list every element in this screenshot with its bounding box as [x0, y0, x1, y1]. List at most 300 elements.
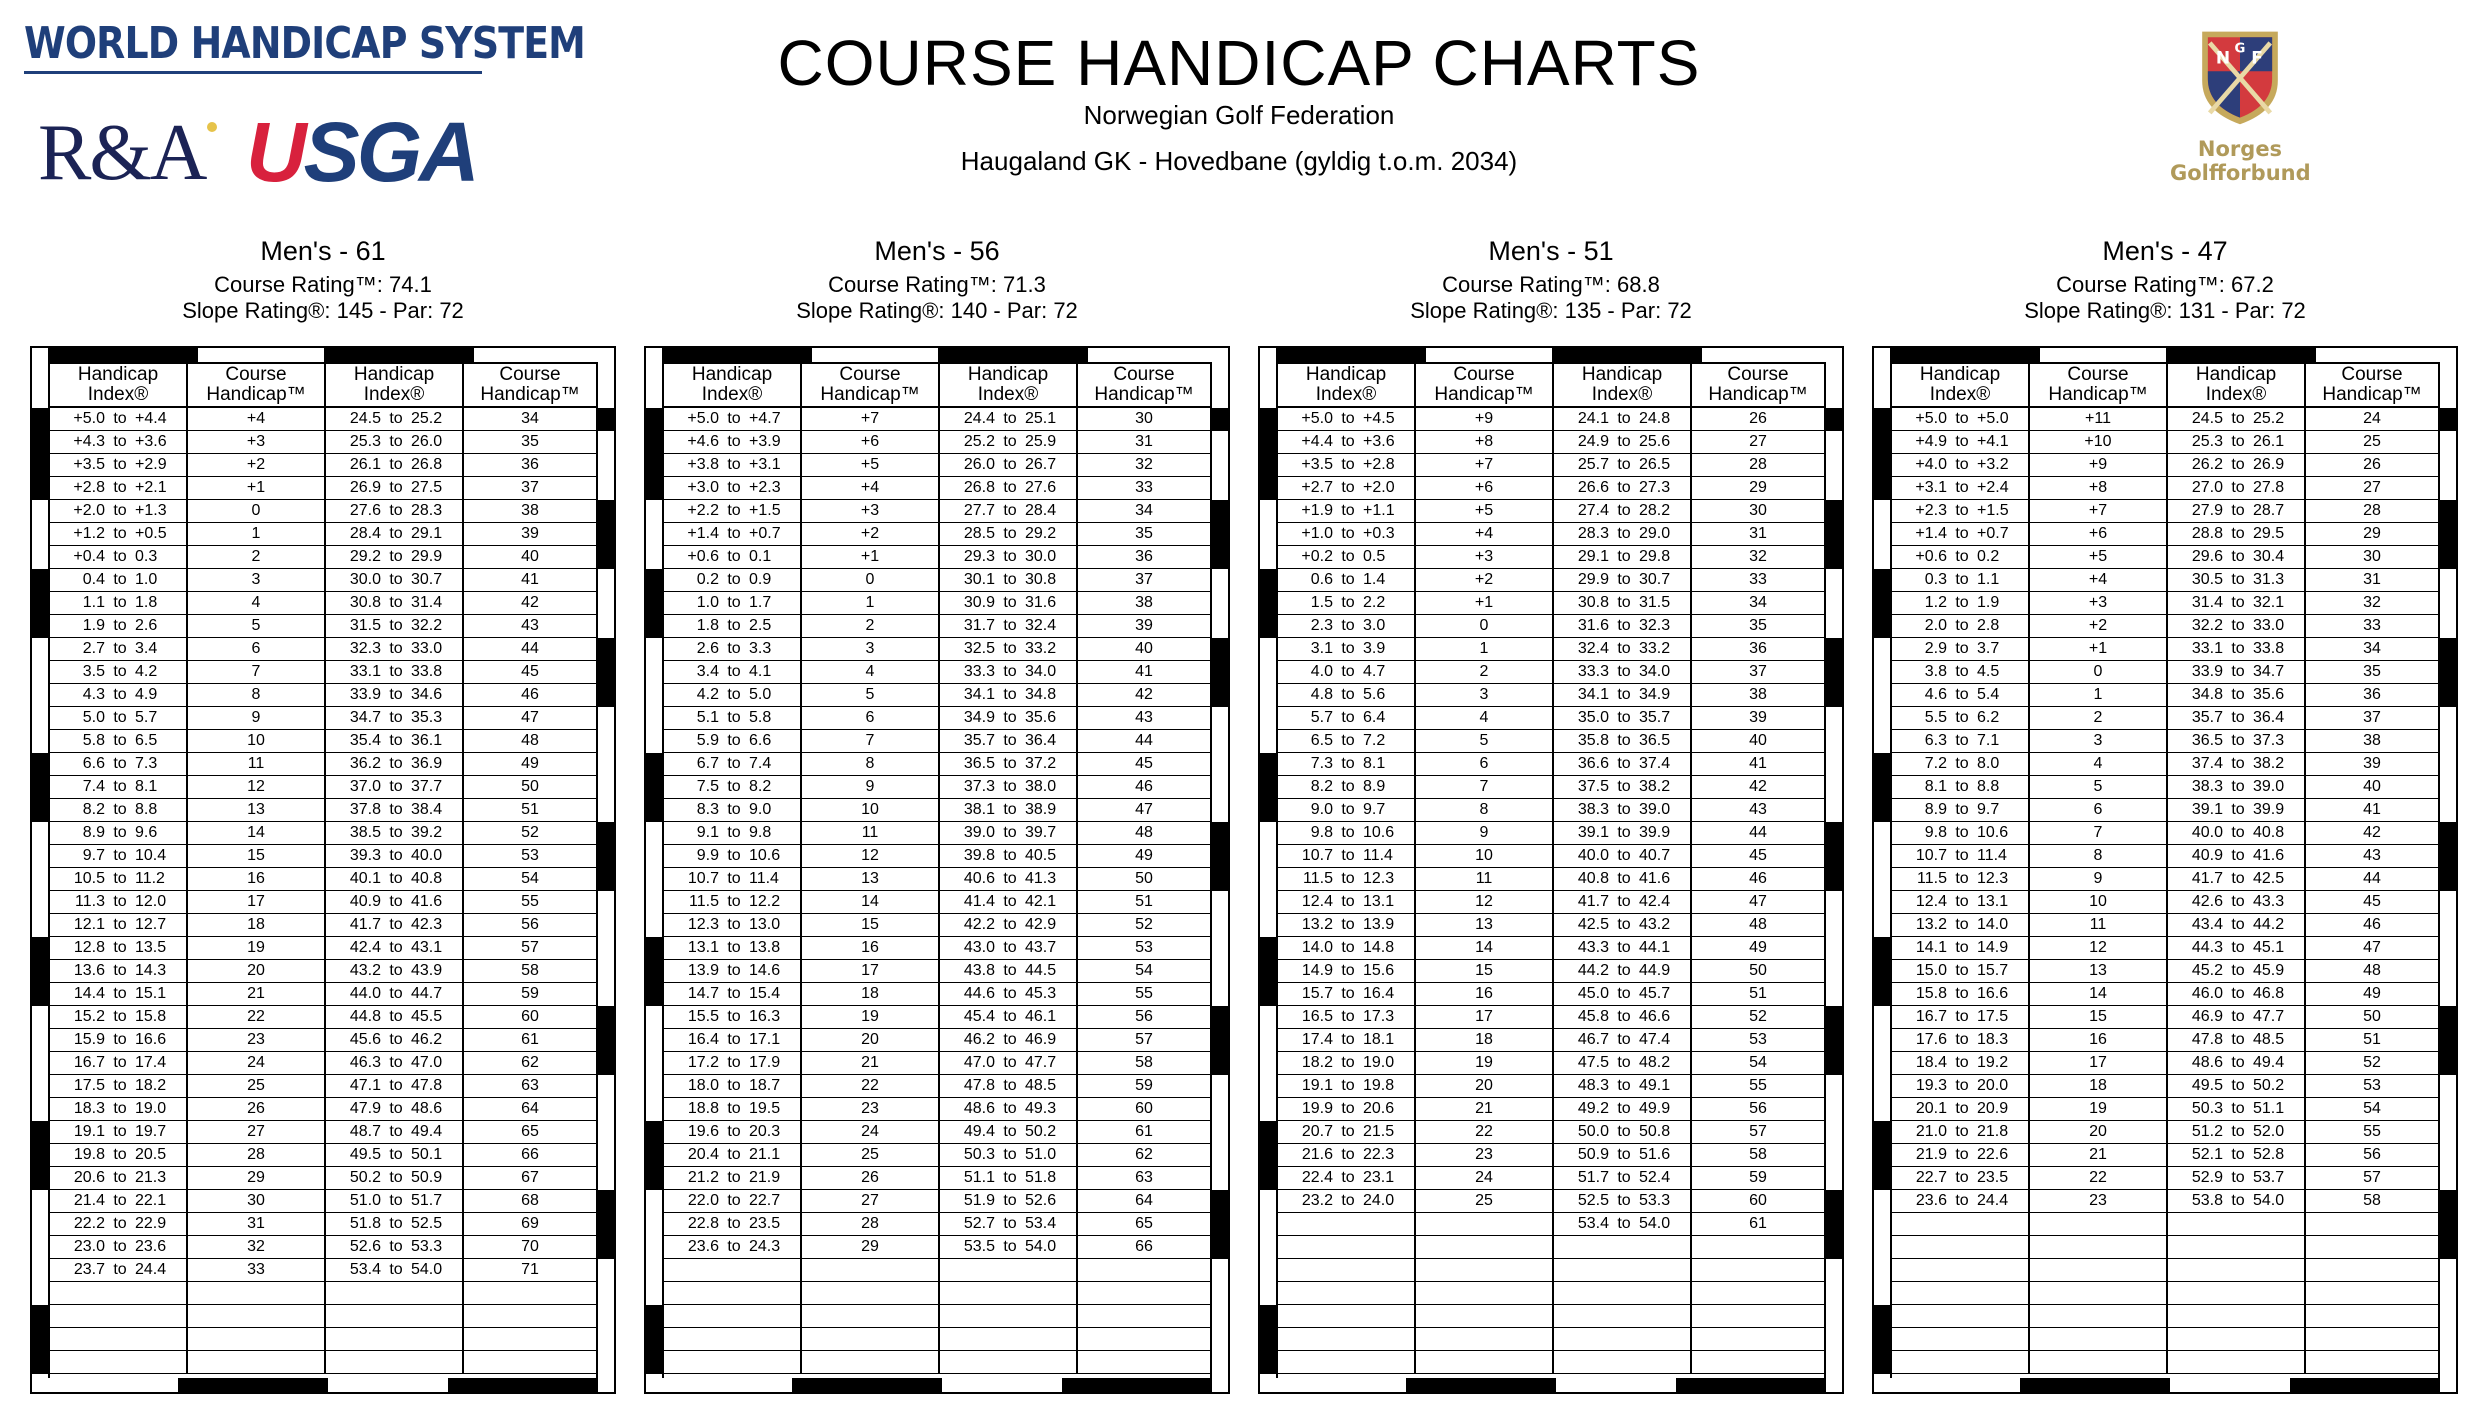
edge-block: [1212, 868, 1228, 891]
header-line: Index®: [363, 384, 425, 405]
range-to-word: to: [1341, 1146, 1355, 1163]
range-to-word: to: [2231, 410, 2245, 427]
table-row: [1892, 684, 2438, 707]
table-row: [1892, 1029, 2438, 1052]
range-from: 26.1: [349, 456, 381, 473]
range-from: 20.6: [73, 1169, 105, 1186]
handicap-index-range: [940, 546, 1078, 568]
course-handicap-value: 35: [1135, 525, 1153, 542]
table-grid: [1276, 362, 1826, 1378]
course-handicap-value: 2: [1416, 661, 1554, 683]
course-handicap-value: [2306, 1305, 2438, 1327]
range-to: 49.3: [1025, 1100, 1057, 1117]
range-to-word: to: [1003, 502, 1017, 519]
course-handicap-value: +8: [2030, 477, 2168, 499]
range-to: 9.0: [749, 801, 772, 818]
range-to-word: to: [113, 962, 127, 979]
table-row: [1278, 1236, 1824, 1259]
course-handicap-value: 62: [521, 1054, 539, 1071]
handicap-index-range: [326, 1052, 464, 1074]
range-to: 50.8: [1639, 1123, 1671, 1140]
course-handicap-value: [188, 1282, 326, 1304]
range-from: 42.4: [349, 939, 381, 956]
edge-block: [1874, 615, 1890, 638]
range-to-word: to: [113, 479, 127, 496]
course-handicap-value: 28: [188, 1144, 326, 1166]
handicap-index-range: [1554, 615, 1692, 637]
course-handicap-value: 51: [1749, 985, 1767, 1002]
range-to-word: to: [2231, 824, 2245, 841]
range-to: 38.9: [1025, 801, 1057, 818]
edge-block: [2440, 1190, 2456, 1213]
range-to: 12.2: [749, 893, 781, 910]
handicap-index-range: [664, 615, 802, 637]
range-to: 13.9: [1363, 916, 1395, 933]
edge-block: [32, 592, 48, 615]
course-handicap-value: 63: [1135, 1169, 1153, 1186]
table-row: [1892, 753, 2438, 776]
course-handicap-value: 31: [188, 1213, 326, 1235]
range-from: 39.1: [1577, 824, 1609, 841]
range-to: 45.5: [411, 1008, 443, 1025]
range-to-word: to: [113, 594, 127, 611]
course-handicap-value: [802, 1305, 940, 1327]
course-handicap-value: 30: [1135, 410, 1153, 427]
handicap-index-range: [1278, 1282, 1416, 1304]
course-handicap-value: 64: [521, 1100, 539, 1117]
range-to-word: to: [1003, 640, 1017, 657]
handicap-index-range: [1892, 1259, 2030, 1281]
course-handicap-value: 22: [188, 1006, 326, 1028]
course-handicap-value: [2030, 1328, 2168, 1350]
range-to-word: to: [389, 962, 403, 979]
table-row: [1892, 1006, 2438, 1029]
course-handicap-value: 33: [1749, 571, 1767, 588]
handicap-index-range: [50, 1259, 188, 1281]
range-to: 2.5: [749, 617, 772, 634]
range-to: 42.4: [1639, 893, 1671, 910]
edge-block: [2440, 546, 2456, 569]
table-row: [50, 431, 596, 454]
course-handicap-value: 13: [1416, 914, 1554, 936]
edge-block: [1874, 1144, 1890, 1167]
range-to: 47.0: [411, 1054, 443, 1071]
course-handicap-value: 64: [1135, 1192, 1153, 1209]
range-to: 40.8: [2253, 824, 2285, 841]
course-handicap-value: 5: [1416, 730, 1554, 752]
table-row: [1892, 408, 2438, 431]
range-to: 18.3: [1977, 1031, 2009, 1048]
range-to-word: to: [1341, 1054, 1355, 1071]
table-row: [664, 1144, 1210, 1167]
range-to-word: to: [1003, 525, 1017, 542]
handicap-index-range: [1554, 1305, 1692, 1327]
course-handicap-value: 2: [188, 546, 326, 568]
range-to-word: to: [2231, 640, 2245, 657]
range-to: 3.7: [1977, 640, 2000, 657]
range-to-word: to: [1617, 525, 1631, 542]
handicap-index-range: [50, 1052, 188, 1074]
table-row: [50, 1328, 596, 1351]
handicap-index-range: [1554, 454, 1692, 476]
range-to-word: to: [1341, 824, 1355, 841]
table-top-bar: [324, 348, 474, 362]
range-to-word: to: [389, 456, 403, 473]
range-to: 27.3: [1639, 479, 1671, 496]
course-handicap-value: 50: [1135, 870, 1153, 887]
range-from: 23.0: [73, 1238, 105, 1255]
course-handicap-value: 70: [521, 1238, 539, 1255]
range-to: 38.0: [1025, 778, 1057, 795]
table-row: [1278, 1351, 1824, 1374]
header-line: Handicap™: [820, 384, 920, 405]
table-row: [50, 500, 596, 523]
range-to: +4.4: [135, 410, 167, 427]
course-handicap-value: 6: [188, 638, 326, 660]
range-from: 13.9: [687, 962, 719, 979]
edge-block: [646, 1351, 662, 1374]
range-to: 30.7: [1639, 571, 1671, 588]
slope-rating-par: Slope Rating®: 135 - Par: 72: [1410, 298, 1692, 323]
course-handicap-value: 18: [2030, 1075, 2168, 1097]
range-to: 26.5: [1639, 456, 1671, 473]
edge-block: [1826, 1029, 1842, 1052]
table-row: [1892, 500, 2438, 523]
handicap-index-range: [940, 937, 1078, 959]
handicap-index-range: [940, 1029, 1078, 1051]
handicap-index-range: [1278, 1351, 1416, 1373]
range-to: 29.1: [411, 525, 443, 542]
chart-title: Men's - 61: [260, 236, 386, 266]
table-row: [1278, 960, 1824, 983]
norges-golfforbund-logo: [2170, 24, 2310, 185]
range-to: 42.5: [2253, 870, 2285, 887]
course-handicap-value: 33: [2363, 617, 2381, 634]
range-to: 14.3: [135, 962, 167, 979]
course-handicap-value: +5: [2030, 546, 2168, 568]
course-handicap-header: [1692, 364, 1824, 406]
course-handicap-value: 15: [188, 845, 326, 867]
edge-block: [1874, 1121, 1890, 1144]
range-to: 21.8: [1977, 1123, 2009, 1140]
range-to-word: to: [1955, 778, 1969, 795]
table-row: [664, 1236, 1210, 1259]
range-to-word: to: [1341, 709, 1355, 726]
handicap-index-range: [664, 868, 802, 890]
course-handicap-value: 37: [521, 479, 539, 496]
range-from: +0.6: [1915, 548, 1947, 565]
range-from: 26.6: [1577, 479, 1609, 496]
edge-block: [646, 1121, 662, 1144]
range-to: 17.3: [1363, 1008, 1395, 1025]
range-from: 3.8: [1924, 663, 1947, 680]
course-handicap-value: 66: [521, 1146, 539, 1163]
header-line: Handicap™: [1708, 384, 1808, 405]
range-to-word: to: [1955, 1008, 1969, 1025]
range-from: 9.8: [1924, 824, 1947, 841]
course-handicap-value: 24: [1416, 1167, 1554, 1189]
range-to: 31.4: [411, 594, 443, 611]
table-row: [50, 1213, 596, 1236]
handicap-index-range: [1892, 845, 2030, 867]
range-to: 31.6: [1025, 594, 1057, 611]
edge-block: [32, 1351, 48, 1374]
range-from: 36.5: [2191, 732, 2223, 749]
course-handicap-value: 38: [2363, 732, 2381, 749]
table-row: [664, 1305, 1210, 1328]
range-from: 25.3: [349, 433, 381, 450]
table-top-bar: [1552, 348, 1702, 362]
handicap-index-range: [1554, 477, 1692, 499]
course-handicap-value: 12: [188, 776, 326, 798]
course-handicap-value: 5: [802, 684, 940, 706]
table-row: [664, 1121, 1210, 1144]
range-to: 33.0: [2253, 617, 2285, 634]
range-from: 21.9: [1915, 1146, 1947, 1163]
table-row: [664, 477, 1210, 500]
table-row: [664, 730, 1210, 753]
edge-block: [32, 799, 48, 822]
range-to: 0.3: [135, 548, 158, 565]
table-row: [1892, 937, 2438, 960]
handicap-index-range: [2168, 1190, 2306, 1212]
handicap-index-range: [1278, 477, 1416, 499]
course-handicap-value: [1416, 1213, 1554, 1235]
range-to: +2.1: [135, 479, 167, 496]
range-from: 9.1: [696, 824, 719, 841]
range-to: 53.4: [1025, 1215, 1057, 1232]
range-from: 13.2: [1915, 916, 1947, 933]
edge-block: [32, 1328, 48, 1351]
edge-block: [646, 431, 662, 454]
range-to-word: to: [389, 709, 403, 726]
range-from: 46.3: [349, 1054, 381, 1071]
range-from: 28.8: [2191, 525, 2223, 542]
range-to: +1.5: [749, 502, 781, 519]
table-row: [1892, 1190, 2438, 1213]
range-from: 48.7: [349, 1123, 381, 1140]
range-to-word: to: [389, 916, 403, 933]
handicap-index-range: [940, 569, 1078, 591]
handicap-index-range: [1278, 454, 1416, 476]
handicap-index-range: [1278, 1190, 1416, 1212]
range-to-word: to: [1955, 571, 1969, 588]
range-to: 29.9: [411, 548, 443, 565]
handicap-index-range: [664, 914, 802, 936]
course-handicap-value: 17: [802, 960, 940, 982]
course-handicap-value: [2030, 1259, 2168, 1281]
range-from: 4.6: [1924, 686, 1947, 703]
range-from: 23.7: [73, 1261, 105, 1278]
range-to-word: to: [1003, 916, 1017, 933]
table-row: [50, 477, 596, 500]
edge-block: [32, 776, 48, 799]
table-row: [1278, 431, 1824, 454]
handicap-index-range: [50, 592, 188, 614]
handicap-index-range: [2168, 707, 2306, 729]
range-to-word: to: [113, 939, 127, 956]
course-handicap-value: 57: [1135, 1031, 1153, 1048]
course-handicap-value: 17: [1416, 1006, 1554, 1028]
handicap-index-range: [326, 937, 464, 959]
course-handicap-value: 10: [802, 799, 940, 821]
range-to: +2.4: [1977, 479, 2009, 496]
range-from: 22.7: [1915, 1169, 1947, 1186]
range-to-word: to: [2231, 916, 2245, 933]
range-to: 48.5: [2253, 1031, 2285, 1048]
table-row: [1892, 1328, 2438, 1351]
range-to: 6.5: [135, 732, 158, 749]
handicap-index-range: [1554, 983, 1692, 1005]
course-handicap-value: 6: [802, 707, 940, 729]
edge-block: [2440, 661, 2456, 684]
range-to-word: to: [1617, 686, 1631, 703]
course-handicap-value: [2306, 1259, 2438, 1281]
table-row: [50, 776, 596, 799]
range-from: 19.1: [1301, 1077, 1333, 1094]
range-to: 3.4: [135, 640, 158, 657]
range-from: 0.2: [696, 571, 719, 588]
handicap-index-range: [326, 822, 464, 844]
table-row: [664, 1029, 1210, 1052]
range-to: 31.3: [2253, 571, 2285, 588]
range-from: 22.4: [1301, 1169, 1333, 1186]
table-row: [1892, 822, 2438, 845]
range-to: +0.7: [749, 525, 781, 542]
table-row: [1278, 1305, 1824, 1328]
course-handicap-value: [2030, 1351, 2168, 1373]
handicap-index-range: [50, 730, 188, 752]
range-to-word: to: [727, 1077, 741, 1094]
range-to: 50.9: [411, 1169, 443, 1186]
handicap-index-range: [50, 960, 188, 982]
range-to-word: to: [113, 824, 127, 841]
edge-block: [1874, 753, 1890, 776]
range-from: +0.4: [73, 548, 105, 565]
course-handicap-value: 53: [1749, 1031, 1767, 1048]
table-row: [1278, 983, 1824, 1006]
range-from: 12.1: [73, 916, 105, 933]
course-handicap-value: 47: [1749, 893, 1767, 910]
handicap-index-range: [2168, 1213, 2306, 1235]
range-from: 8.2: [1310, 778, 1333, 795]
range-from: 45.0: [1577, 985, 1609, 1002]
table-row: [1278, 1190, 1824, 1213]
range-from: +5.0: [1301, 410, 1333, 427]
edge-block: [2440, 1006, 2456, 1029]
table-row: [1278, 477, 1824, 500]
handicap-index-range: [664, 477, 802, 499]
range-to: 8.8: [1977, 778, 2000, 795]
range-to: 3.0: [1363, 617, 1386, 634]
range-to: 50.2: [2253, 1077, 2285, 1094]
edge-block: [1826, 1213, 1842, 1236]
range-to-word: to: [113, 456, 127, 473]
range-to-word: to: [727, 962, 741, 979]
range-to-word: to: [1341, 870, 1355, 887]
table-right-edge: [1826, 362, 1842, 1378]
range-to: 53.3: [1639, 1192, 1671, 1209]
handicap-index-range: [664, 546, 802, 568]
range-to-word: to: [113, 755, 127, 772]
course-handicap-value: +7: [2030, 500, 2168, 522]
range-to-word: to: [1003, 985, 1017, 1002]
handicap-index-range: [940, 730, 1078, 752]
table-row: [664, 845, 1210, 868]
range-to-word: to: [2231, 1008, 2245, 1025]
course-handicap-value: 34: [1135, 502, 1153, 519]
range-to-word: to: [1341, 985, 1355, 1002]
range-to: 7.2: [1363, 732, 1386, 749]
edge-block: [1212, 1213, 1228, 1236]
handicap-index-range: [940, 1052, 1078, 1074]
handicap-index-range: [2168, 546, 2306, 568]
table-row: [1278, 454, 1824, 477]
handicap-index-range: [1892, 1328, 2030, 1350]
chart-title: Men's - 56: [874, 236, 1000, 266]
handicap-index-range: [1554, 868, 1692, 890]
range-from: +1.0: [1301, 525, 1333, 542]
range-from: 42.5: [1577, 916, 1609, 933]
range-to-word: to: [1003, 1054, 1017, 1071]
range-from: 30.8: [1577, 594, 1609, 611]
edge-block: [1874, 776, 1890, 799]
handicap-index-range: [326, 776, 464, 798]
course-handicap-value: 24: [802, 1121, 940, 1143]
handicap-index-header: [1278, 364, 1416, 406]
range-to: 19.7: [135, 1123, 167, 1140]
range-from: 15.0: [1915, 962, 1947, 979]
range-from: 7.3: [1310, 755, 1333, 772]
range-to: 36.4: [2253, 709, 2285, 726]
range-from: 0.4: [82, 571, 105, 588]
range-to: 47.7: [1025, 1054, 1057, 1071]
range-to: 8.8: [135, 801, 158, 818]
handicap-index-range: [326, 523, 464, 545]
edge-block: [598, 546, 614, 569]
course-handicap-value: 42: [2363, 824, 2381, 841]
range-to: 39.9: [2253, 801, 2285, 818]
range-to-word: to: [1003, 571, 1017, 588]
range-to: 32.3: [1639, 617, 1671, 634]
range-from: 37.3: [963, 778, 995, 795]
table-top-bar: [1276, 348, 1426, 362]
course-handicap-value: 49: [1749, 939, 1767, 956]
course-handicap-value: 4: [188, 592, 326, 614]
table-top-bar: [938, 348, 1088, 362]
handicap-index-range: [2168, 776, 2306, 798]
table-row: [1892, 960, 2438, 983]
course-handicap-value: 8: [188, 684, 326, 706]
range-from: 46.0: [2191, 985, 2223, 1002]
range-to-word: to: [727, 1215, 741, 1232]
range-to-word: to: [113, 778, 127, 795]
handicap-index-range: [2168, 615, 2306, 637]
ngf-logo-line1: Norges: [2197, 137, 2283, 161]
edge-block: [1874, 592, 1890, 615]
table-row: [664, 960, 1210, 983]
range-to: +3.9: [749, 433, 781, 450]
range-from: 21.2: [687, 1169, 719, 1186]
range-to: 51.7: [411, 1192, 443, 1209]
range-to: 5.4: [1977, 686, 2000, 703]
range-to-word: to: [2231, 778, 2245, 795]
table-row: [664, 592, 1210, 615]
ngf-letter-n: N: [2215, 48, 2231, 69]
range-to-word: to: [727, 939, 741, 956]
range-to: +3.1: [749, 456, 781, 473]
course-handicap-value: +6: [802, 431, 940, 453]
